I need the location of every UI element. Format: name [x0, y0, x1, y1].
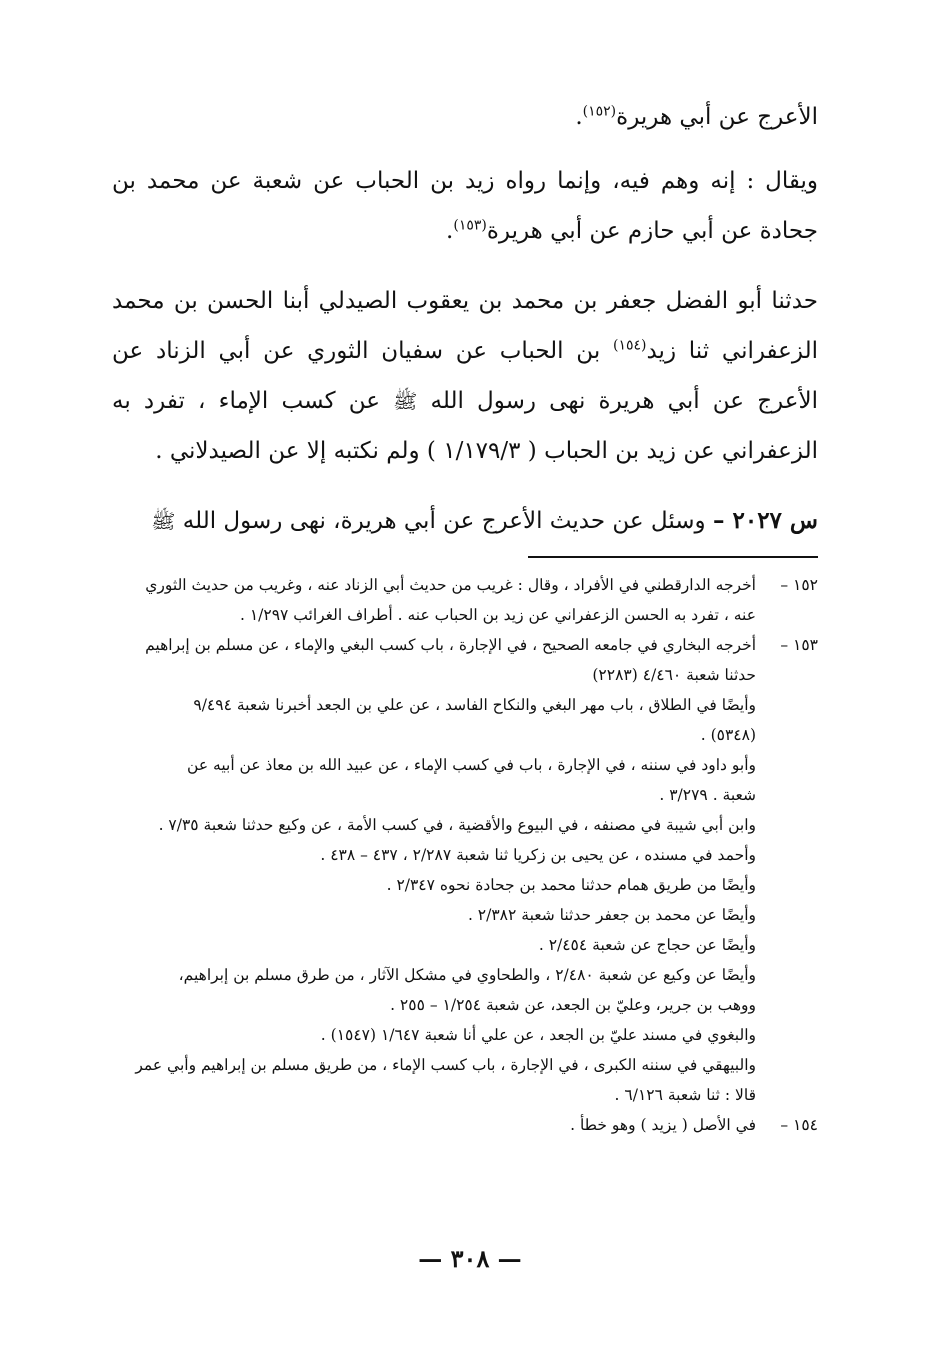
- footnote-line: حدثنا شعبة ٤/٤٦٠ (٢٢٨٣): [592, 666, 756, 684]
- footnote-line: والبيهقي في سننه الكبرى ، في الإجارة ، باب كسب الإماء ، من طريق مسلم بن إبراهيم وأبي عمر: [135, 1056, 756, 1074]
- footnote-separator: [528, 556, 818, 558]
- paragraph-1: [112, 92, 818, 142]
- footnote-line: ووهب بن جرير، وعليّ بن الجعد، عن شعبة ١/٢٥٤ – ٢٥٥ .: [390, 996, 756, 1014]
- footnote-number: ١٥٢ –: [780, 576, 818, 594]
- p3-text-1: حدثنا أبو الفضل جعفر بن محمد بن يعقوب الصيدلي أبنا الحسن بن محمد الزعفراني ثنا زيد: [112, 288, 818, 364]
- footnote-153-continuation: [112, 690, 818, 1110]
- footnote-line: عنه ، تفرد به الحسن الزعفراني عن زيد بن الحباب عنه . أطراف الغرائب ١/٢٩٧ .: [239, 606, 756, 624]
- footnote-line: شعبة . ٣/٢٧٩ .: [659, 786, 756, 804]
- footnote-line: في الأصل ( يزيد ) وهو خطأ .: [570, 1116, 756, 1134]
- question-text: وسئل عن حديث الأعرج عن أبي هريرة، نهى رسول الله: [175, 508, 713, 534]
- p1-end: .: [575, 104, 583, 130]
- footnote-line: أخرجه الدارقطني في الأفراد ، وقال : غريب من حديث أبي الزناد عنه ، وغريب من حديث الثوري: [145, 576, 756, 594]
- footnote-number: ١٥٤ –: [780, 1116, 818, 1134]
- footnote-body: [112, 570, 756, 630]
- footnote-line: وأيضًا في الطلاق ، باب مهر البغي والنكاح الفاسد ، عن علي بن الجعد أخبرنا شعبة ٩/٤٩٤: [193, 696, 756, 714]
- footnote-body: [112, 630, 756, 690]
- p3-text-3: عن كسب الإماء ، تفرد به الزعفراني عن زيد بن الحباب ( ١/١٧٩/٣ ) ولم نكتبه إلا عن الصيدلاني .: [112, 388, 818, 464]
- footnote-line: وأيضًا عن وكيع عن شعبة ٢/٤٨٠ ، والطحاوي في مشكل الآثار ، من طرق مسلم بن إبراهيم،: [178, 966, 756, 984]
- p2-end: .: [446, 218, 454, 244]
- footnote-line: وأيضًا عن محمد بن جعفر حدثنا شعبة ٢/٣٨٢ .: [467, 906, 756, 924]
- footnote-154: [112, 1110, 818, 1140]
- paragraph-2: [112, 156, 818, 256]
- footnote-153: [112, 630, 818, 690]
- footnote-line: وأحمد في مسنده ، عن يحيى بن زكريا ثنا شعبة ٢/٢٨٧ ، ٤٣٧ – ٤٣٨ .: [320, 846, 756, 864]
- question-number: س ٢٠٢٧ –: [712, 507, 818, 534]
- page-number: — ٣٠٨ —: [418, 1244, 522, 1273]
- footnote-line: (٥٣٤٨) .: [700, 726, 756, 744]
- question-heading: [112, 496, 818, 546]
- footnote-line: وابن أبي شيبة في مصنفه ، في البيوع والأقضية ، في كسب الأمة ، عن وكيع حدثنا شعبة ٧/٣٥ .: [158, 816, 756, 834]
- salutation-glyph: ﷺ: [151, 509, 176, 533]
- footnote-line: وأبو داود في سننه ، في الإجارة ، باب في كسب الإماء ، عن عبيد الله بن معاذ عن أبيه عن: [187, 756, 756, 774]
- footnote-line: وأيضًا من طريق همام حدثنا محمد بن جحادة نحوه ٢/٣٤٧ .: [386, 876, 756, 894]
- footnote-line: وأيضًا عن حجاج عن شعبة ٢/٤٥٤ .: [538, 936, 756, 954]
- p2-text: ويقال : إنه وهم فيه، وإنما رواه زيد بن الحباب عن شعبة عن محمد بن جحادة عن أبي حازم عن أبي هريرة: [112, 168, 818, 244]
- main-text: [112, 92, 818, 566]
- footnote-152: [112, 570, 818, 630]
- salutation-glyph: ﷺ: [393, 389, 418, 413]
- p3-text-2: بن الحباب عن سفيان الثوري عن أبي الزناد عن الأعرج عن أبي هريرة نهى رسول الله: [112, 338, 818, 414]
- footnote-line: قالا : ثنا شعبة ٦/١٢٦ .: [614, 1086, 756, 1104]
- footnote-line: والبغوي في مسند عليّ بن الجعد ، عن علي أنا شعبة ١/٦٤٧ (١٥٤٧) .: [320, 1026, 756, 1044]
- footnote-line: أخرجه البخاري في جامعه الصحيح ، في الإجارة ، باب كسب البغي والإماء ، عن مسلم بن إبراهيم: [145, 636, 756, 654]
- footnote-ref-153: (١٥٣): [453, 217, 487, 234]
- footnote-number: ١٥٣ –: [780, 636, 818, 654]
- footnotes: [112, 570, 818, 1140]
- p1-text: الأعرج عن أبي هريرة: [616, 104, 818, 130]
- footnote-ref-152: (١٥٢): [582, 103, 617, 120]
- footnote-body: [112, 1110, 756, 1140]
- footnote-ref-154: (١٥٤): [612, 337, 647, 354]
- paragraph-3: [112, 276, 818, 476]
